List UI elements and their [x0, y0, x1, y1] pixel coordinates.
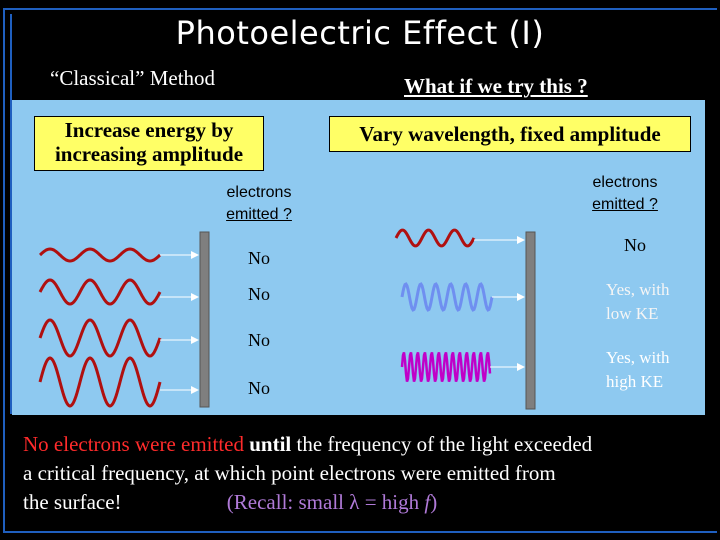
- conclusion-line3: the surface!: [23, 490, 122, 514]
- right-answer-1: No: [624, 235, 646, 255]
- recall-prefix: (Recall: small: [226, 490, 350, 514]
- left-metal-plate: [200, 232, 209, 407]
- left-wave-1: [40, 249, 160, 261]
- increase-energy-line1: Increase energy by: [64, 118, 234, 142]
- classical-method-heading: “Classical” Method: [50, 66, 216, 90]
- slide-title: Photoelectric Effect (I): [175, 14, 545, 52]
- left-wave-4: [40, 358, 160, 406]
- right-emit-line2: emitted ?: [592, 196, 658, 213]
- left-wave-3: [40, 320, 160, 356]
- right-wave-3: [402, 352, 490, 381]
- recall-note: [227, 490, 437, 514]
- recall-lambda: λ: [349, 490, 360, 514]
- left-answer-3: No: [248, 330, 270, 350]
- right-wave-1: [396, 230, 474, 246]
- recall-f: f: [424, 490, 431, 514]
- right-answer-2: [606, 278, 669, 326]
- right-answer-2-line1: Yes, with: [606, 280, 670, 299]
- right-answer-2-line2: low KE: [606, 304, 659, 323]
- right-metal-plate: [526, 232, 535, 409]
- conclusion-until: until: [249, 432, 292, 456]
- conclusion-text: [23, 430, 713, 517]
- left-electrons-emitted-label: [218, 182, 300, 226]
- left-emit-line1: electrons: [226, 184, 292, 201]
- left-answer-2: No: [248, 284, 270, 304]
- what-if-heading: What if we try this ?: [404, 74, 588, 98]
- left-emit-line2: emitted ?: [226, 206, 292, 223]
- increase-energy-line2: increasing amplitude: [54, 142, 244, 166]
- recall-mid: = high: [359, 490, 425, 514]
- left-answer-4: No: [248, 378, 270, 398]
- right-wave-2: [402, 284, 492, 310]
- recall-suffix: ): [430, 490, 438, 514]
- left-answer-1: No: [248, 248, 270, 268]
- conclusion-rest1: the frequency of the light exceeded: [296, 432, 593, 456]
- right-answer-3-line1: Yes, with: [606, 348, 670, 367]
- right-answer-3: [606, 346, 669, 394]
- conclusion-red-part: No electrons were emitted: [23, 432, 244, 456]
- vary-wavelength-box: Vary wavelength, fixed amplitude: [329, 116, 691, 152]
- conclusion-line2: a critical frequency, at which point electrons were emitted from: [23, 461, 556, 485]
- right-electrons-emitted-label: [584, 172, 666, 216]
- right-answer-3-line2: high KE: [606, 372, 664, 391]
- left-wave-2: [40, 280, 160, 304]
- right-emit-line1: electrons: [592, 174, 658, 191]
